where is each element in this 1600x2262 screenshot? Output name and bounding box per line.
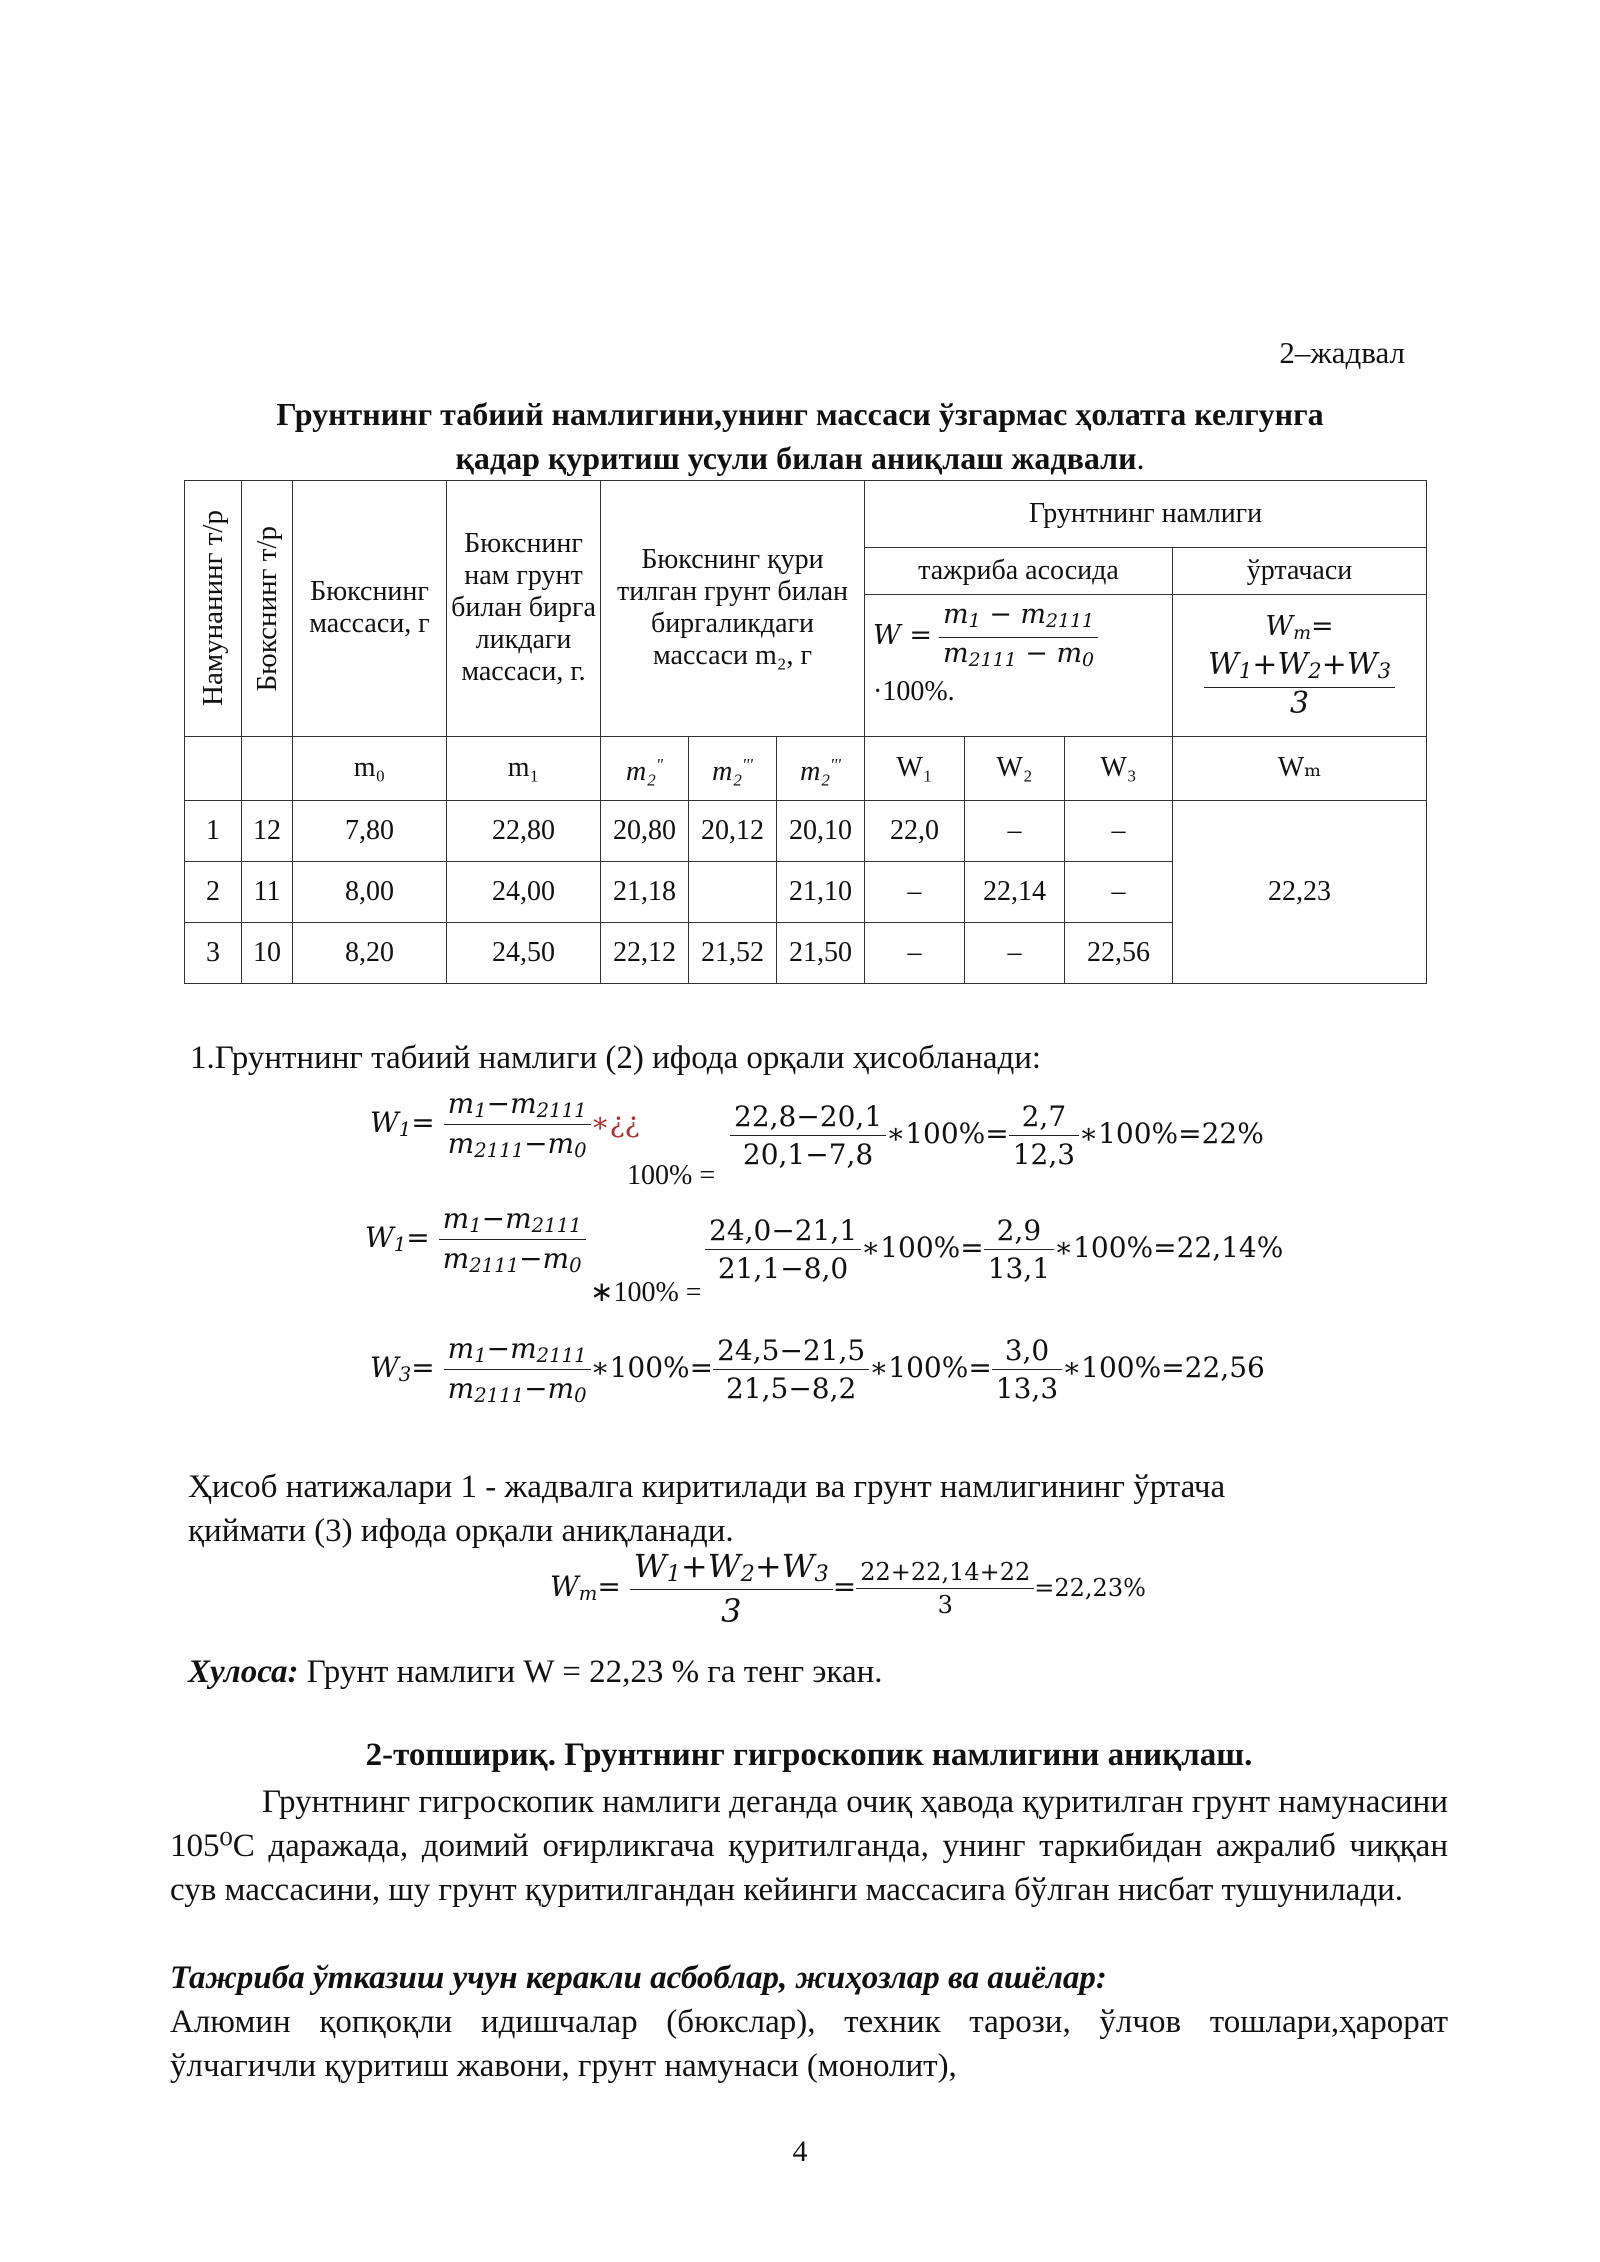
table-number: 2–жадвал — [1279, 335, 1405, 370]
task-2-subheading: Тажриба ўтказиш учун керакли асбоблар, жиҳозлар ва ашёлар: — [170, 1960, 1107, 1996]
header-average: ўртачаси — [1173, 547, 1427, 594]
page-number: 4 — [792, 2135, 808, 2168]
table-title-line1: Грунтнинг табиий намлигини,унинг массаси ўзгармас ҳолатга келгунга — [276, 396, 1324, 432]
average-value: 22,23 — [1173, 801, 1427, 984]
header-dry-mass: Бюкснинг қури тилган грунт билан биргаликдаги массаси m₂, г — [601, 481, 865, 737]
table-row: 3 10 8,20 24,50 22,12 21,52 21,50 – – 22,56 — [185, 923, 1427, 984]
equation-2-calc: $\frac{24,0-21,1}{21,1-8,0}$ ∗100%= $\frac{2,9}{13,1}$ ∗100%=22,14% — [705, 1212, 1283, 1287]
equation-average: Wm= $\frac{W1+W2+W3}{3}$ = $\frac{22+22,14+22}{3}$ =22,23% — [550, 1547, 1146, 1630]
header-box-no: Бюкснинг т/р — [242, 481, 293, 737]
equation-1: W1= $\frac{m1-m2111}{m2111-m0}$ ∗¿¿ — [370, 1087, 640, 1162]
conclusion-label: Хулоса: — [188, 1654, 299, 1690]
header-sample-no: Намунанинг т/р — [185, 481, 242, 737]
symbol-row: m₀ m₁ m₂" m₂''' m₂''' W₁ W₂ W₃ Wₘ — [185, 736, 1427, 801]
task-2-equipment: Алюмин қопқоқли идишчалар (бюкслар), техник тарози, ўлчов тошлари,ҳарорат ўлчагичли қуритиш жавони, грунт намунаси (монолит), — [170, 2004, 1448, 2084]
table-title-dot: . — [1136, 440, 1145, 476]
header-moisture: Грунтнинг намлиги — [865, 481, 1427, 548]
header-wet-mass: Бюкснинг нам грунт билан бирга ликдаги массаси, г. — [447, 481, 601, 737]
task-2-title: 2-топшириқ. Грунтнинг гигроскопик намлигини аниқлаш. — [365, 1737, 1253, 1773]
average-formula: Wm= $\frac{W1+W2+W3}{3}$ — [1173, 594, 1427, 736]
equation-3: W3= $\frac{m1-m2111}{m2111-m0}$ ∗100%= $\frac{24,5-21,5}{21,5-8,2}$ ∗100%= $\frac{3,0}{13,3}$ ∗100%=22,56 — [370, 1332, 1265, 1407]
table-row: 1 12 7,80 22,80 20,80 20,12 20,10 22,0 – – 22,23 — [185, 801, 1427, 862]
equation-2: W1= $\frac{m1-m2111}{m2111-m0}$ — [365, 1200, 586, 1279]
equation-1-hundred: 100% = — [627, 1160, 716, 1191]
experimental-formula: W = $\frac{m1 - m2111}{m2111 - m0}$ ·100%. — [865, 594, 1173, 736]
table-row: 2 11 8,00 24,00 21,18 21,10 – 22,14 – — [185, 862, 1427, 923]
results-paragraph: Ҳисоб натижалари 1 - жадвалга киритилади ва грунт намлигининг ўртача қиймати (3) ифода орқали аниқланади. — [188, 1469, 1226, 1549]
table-title — [170, 392, 1430, 480]
header-experimental: тажриба асосида — [865, 547, 1173, 594]
conclusion — [188, 1650, 1466, 1694]
header-box-mass: Бюкснинг массаси, г — [293, 481, 447, 737]
conclusion-text: Грунт намлиги W = 22,23 % га тенг экан. — [298, 1654, 883, 1690]
section-1-heading: 1.Грунтнинг табиий намлиги (2) ифода орқали ҳисобланади: — [190, 1040, 1042, 1076]
table-title-line2: қадар қуритиш усули билан аниқлаш жадвали — [455, 440, 1137, 476]
formula-tail: ·100%. — [873, 675, 955, 707]
task-2-paragraph: Грунтнинг гигроскопик намлиги деганда очиқ ҳавода қуритилган грунт намунасини 105⁰С даражада, доимий оғирликгача қуритилганда, унинг таркибидан ажралиб чиққан сув массасини, шу грунт қуритилгандан кейинги массасига бўлган нисбат тушунилади. — [170, 1784, 1448, 1908]
equation-2-hundred: ∗100% = — [590, 1277, 702, 1308]
formula-fraction: $\frac{m1 - m2111}{m2111 - m0}$ — [939, 599, 1098, 676]
equation-1-calc: $\frac{22,8-20,1}{20,1-7,8}$ ∗100%= $\frac{2,7}{12,3}$ ∗100%=22% — [730, 1098, 1264, 1173]
moisture-table — [184, 480, 1427, 984]
